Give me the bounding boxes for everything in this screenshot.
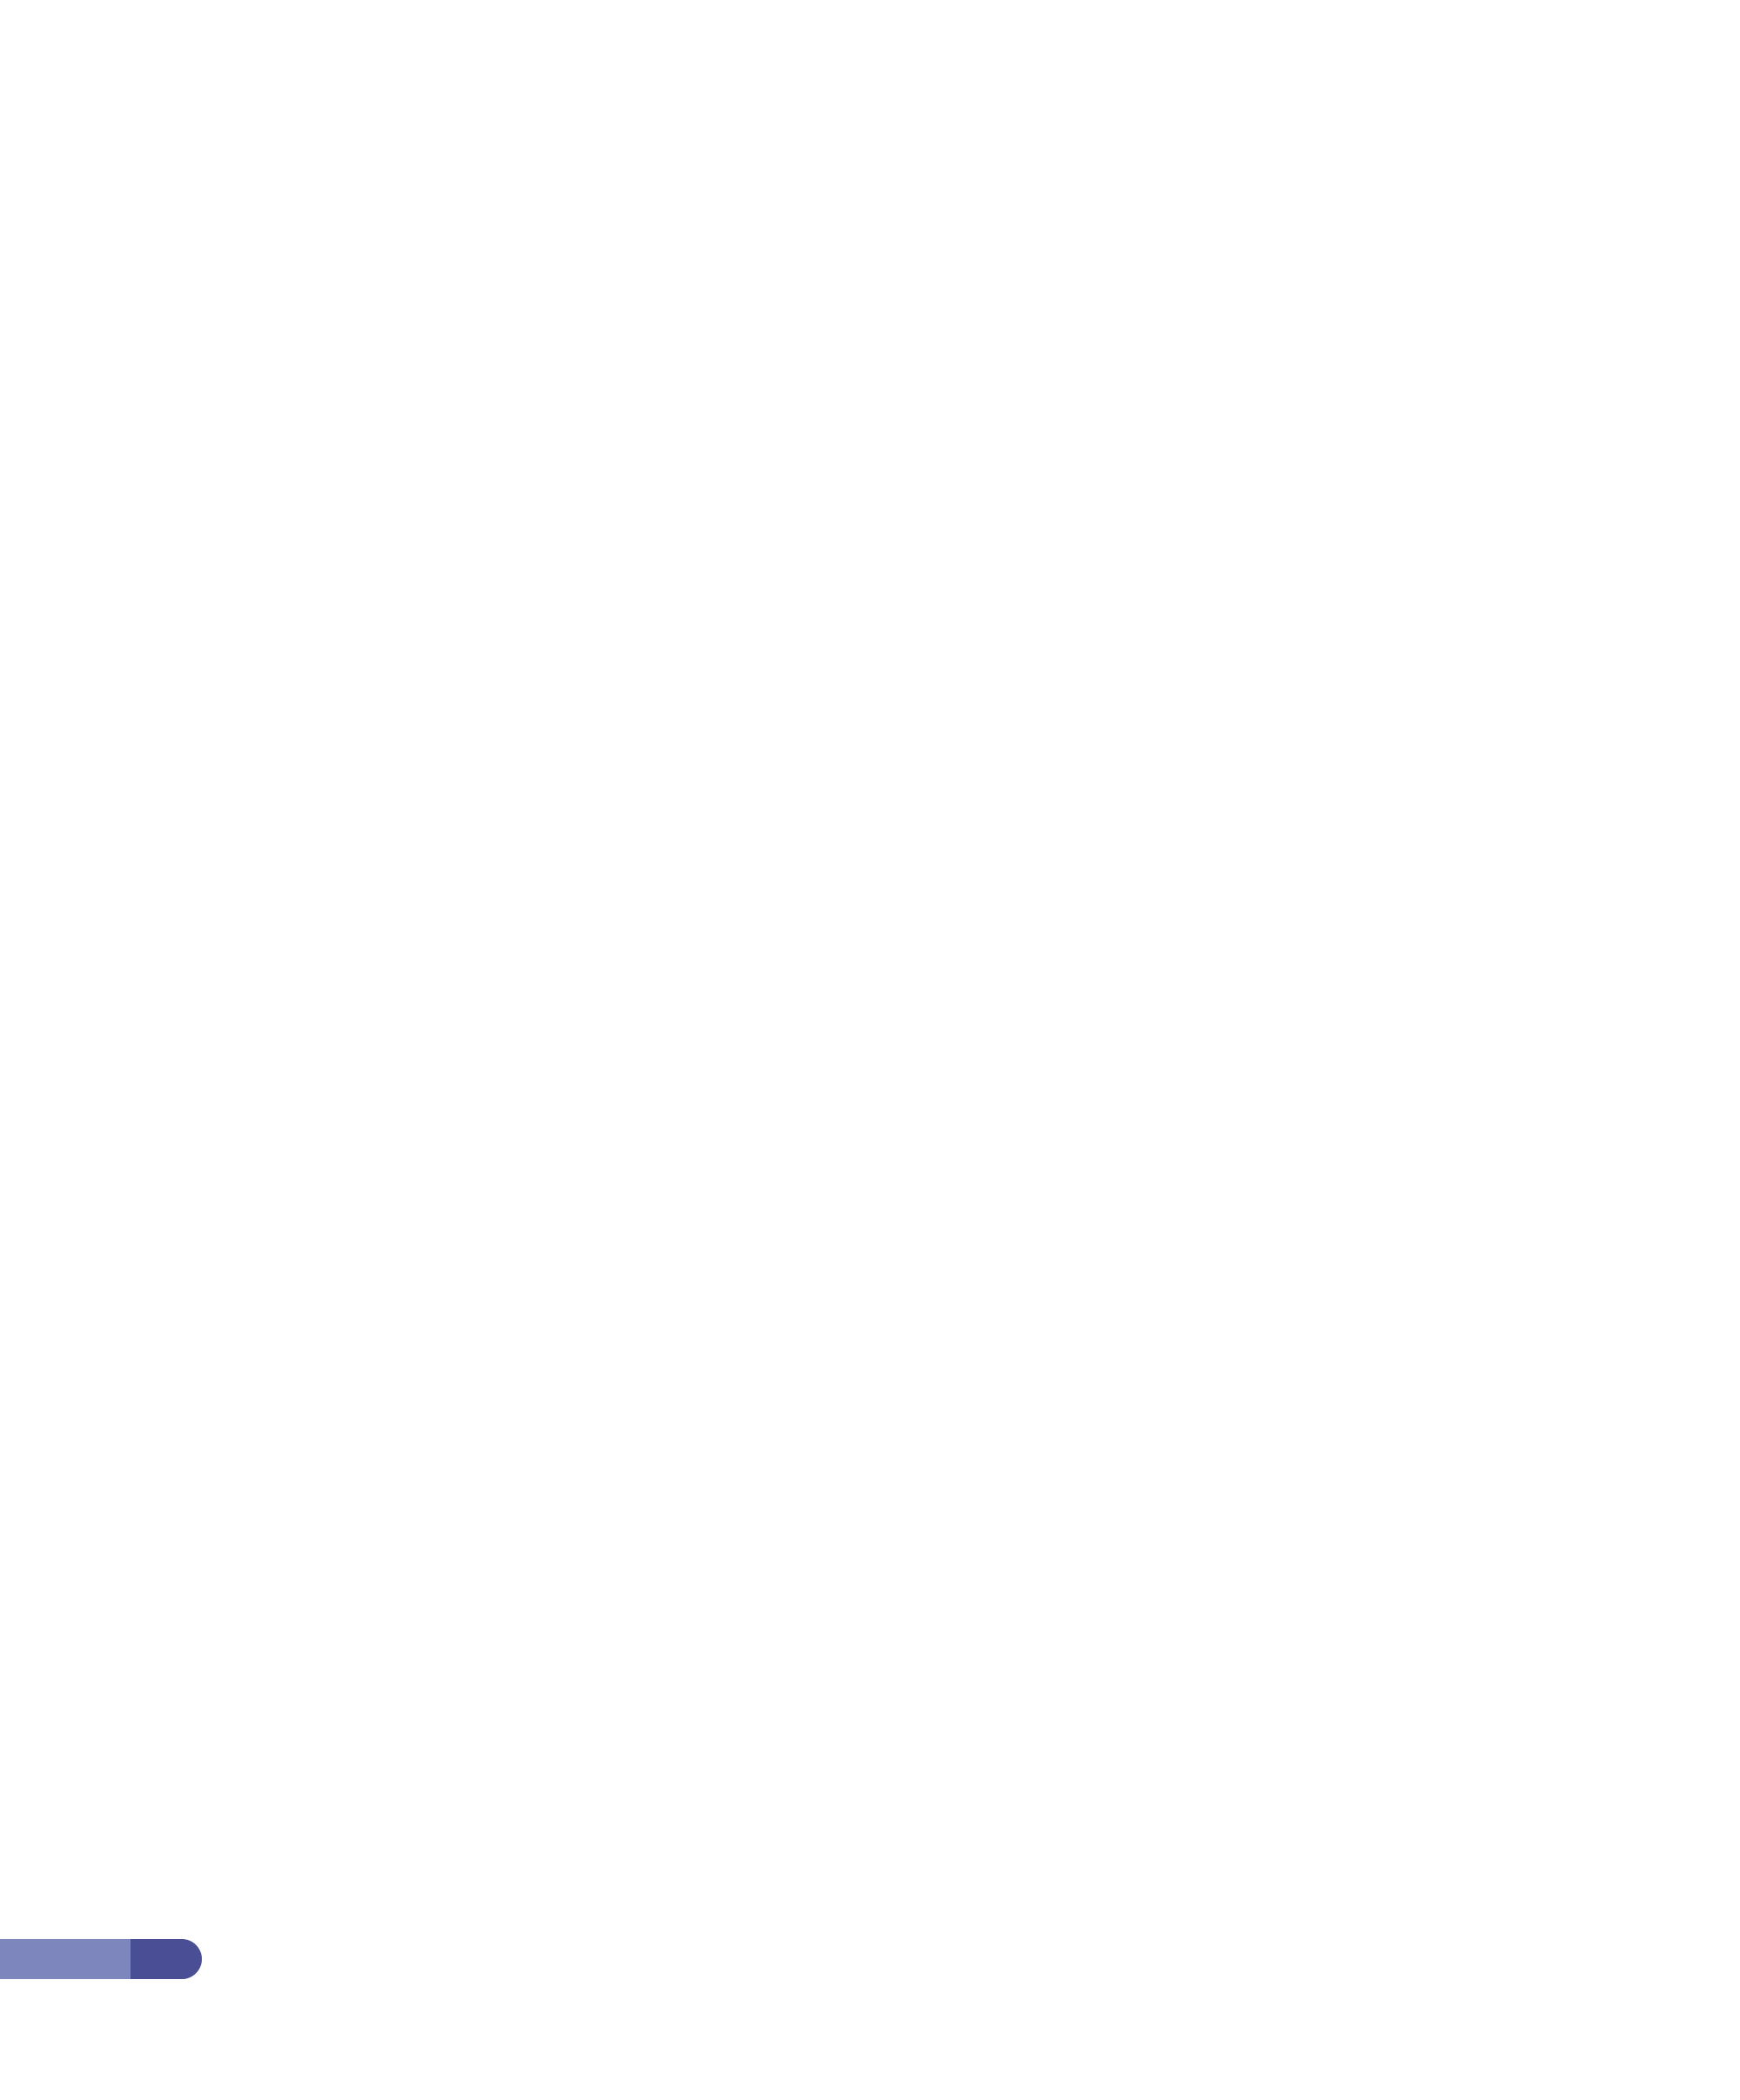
- page-number: [130, 1939, 202, 1979]
